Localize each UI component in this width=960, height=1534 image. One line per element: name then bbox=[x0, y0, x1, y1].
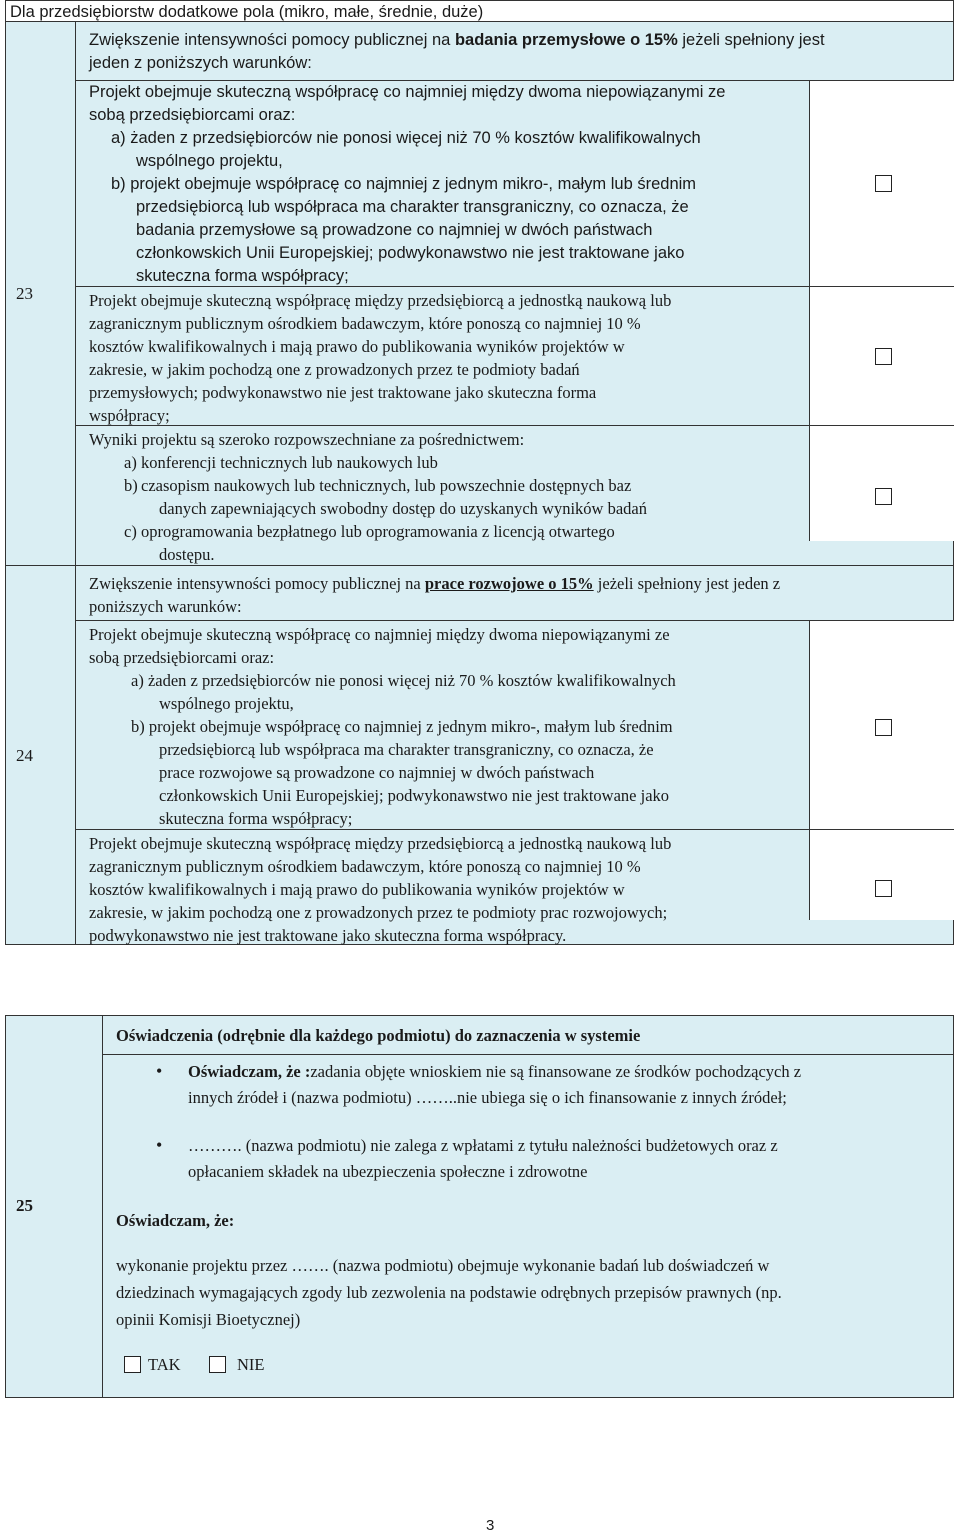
divider bbox=[103, 1054, 953, 1055]
bullet-dot: • bbox=[156, 1135, 163, 1155]
checkbox-23-2[interactable] bbox=[875, 348, 892, 365]
row-number-cell-23 bbox=[5, 21, 76, 566]
nie-label: NIE bbox=[237, 1355, 265, 1374]
checkbox-cell bbox=[809, 426, 954, 541]
declaration-heading: Oświadczam, że: bbox=[116, 1211, 235, 1230]
row23-condition-2: Projekt obejmuje skuteczną współpracę między przedsiębiorcą a jednostką naukową lub zagranicznym publicznym ośrodkiem badawczym, które ponoszą co najmniej 10 % kosztów kwalifikowalnych i mają prawo do publikowania wyników projektów w zakresie, w jakim pochodzą one z prowadzonych przez te podmioty badań przemysłowych; podwykonawstwo nie jest traktowane jako skuteczna forma współpracy; bbox=[75, 286, 954, 426]
checkbox-cell bbox=[809, 830, 954, 920]
checkbox-cell bbox=[809, 81, 954, 286]
row-number: 23 bbox=[16, 284, 33, 303]
declaration-3: wykonanie projektu przez ……. (nazwa podmiotu) obejmuje wykonanie badań lub doświadczeń w dziedzinach wymagających zgody lub zezwolenia na podstawie odrębnych przepisów prawnych (np. opinii Komisji Bioetycznej) bbox=[116, 1256, 782, 1329]
checkbox-cell bbox=[809, 621, 954, 829]
row23-condition-1: Projekt obejmuje skuteczną współpracę co najmniej między dwoma niepowiązanymi ze sobą przedsiębiorcami oraz: a) żaden z przedsiębiorców nie ponosi więcej niż 70 % kosztów kwalifikowalnych wspólnego projektu, b) projekt obejmuje współpracę co najmniej z jednym mikro-, małym lub średnim przedsiębiorcą lub współpraca ma charakter transgraniczny, co oznacza, że badania przemysłowe są prowadzone co najmniej w dwóch państwach członkowskich Unii Europejskiej; podwykonawstwo nie jest traktowane jako skuteczna forma współpracy; bbox=[75, 80, 954, 287]
table-header: Dla przedsiębiorstw dodatkowe pola (mikro, małe, średnie, duże) bbox=[5, 0, 954, 22]
row24-condition-1: Projekt obejmuje skuteczną współpracę co najmniej między dwoma niepowiązanymi ze sobą przedsiębiorcami oraz: a) żaden z przedsiębiorców nie ponosi więcej niż 70 % kosztów kwalifikowalnych wspólnego projektu, b) projekt obejmuje współpracę co najmniej z jednym mikro-, małym lub średnim przedsiębiorcą lub współpraca ma charakter transgraniczny, co oznacza, że prace rozwojowe są prowadzone co najmniej w dwóch państwach członkowskich Unii Europejskiej; podwykonawstwo nie jest traktowane jako skuteczna forma współpracy; bbox=[75, 620, 954, 830]
declaration-1: Oświadczam, że :zadania objęte wnioskiem nie są finansowane ze środków pochodzących z innych źródeł i (nazwa podmiotu) ……..nie ubiega się o ich finansowanie z innych źródeł; bbox=[188, 1062, 802, 1107]
checkbox-tak[interactable] bbox=[124, 1356, 141, 1373]
row24-condition-2: Projekt obejmuje skuteczną współpracę między przedsiębiorcą a jednostką naukową lub zagranicznym publicznym ośrodkiem badawczym, które ponoszą co najmniej 10 % kosztów kwalifikowalnych i mają prawo do publikowania wyników projektów w zakresie, w jakim pochodzą one z prowadzonych przez te podmioty prac rozwojowych; podwykonawstwo nie jest traktowane jako skuteczna forma współpracy. bbox=[75, 829, 954, 945]
checkbox-24-2[interactable] bbox=[875, 880, 892, 897]
intro-emphasis: badania przemysłowe o 15% bbox=[454, 31, 678, 49]
tak-label: TAK bbox=[148, 1355, 181, 1374]
row-number: 25 bbox=[16, 1196, 33, 1215]
row23-condition-3: Wyniki projektu są szeroko rozpowszechniane za pośrednictwem: a) konferencji technicznych lub naukowych lub b) czasopism naukowych lub technicznych, lub powszechnie dostępnych baz danych zapewniających swobodny dostęp do uzyskanych wyników badań c) oprogramowania bezpłatnego lub oprogramowania z licencją otwartego dostępu. bbox=[75, 425, 954, 566]
row-number: 24 bbox=[16, 746, 33, 765]
checkbox-23-3[interactable] bbox=[875, 488, 892, 505]
checkbox-nie[interactable] bbox=[209, 1356, 226, 1373]
intro-emphasis: prace rozwojowe o 15% bbox=[424, 574, 594, 593]
checkbox-cell bbox=[809, 287, 954, 425]
row24-intro: Zwiększenie intensywności pomocy publicznej na prace rozwojowe o 15% jeżeli spełniony jest jeden z poniższych warunków: bbox=[75, 565, 954, 621]
declarations-title: Oświadczenia (odrębnie dla każdego podmiotu) do zaznaczenia w systemie bbox=[116, 1026, 641, 1045]
row-number-cell-25 bbox=[6, 1016, 103, 1397]
bullet-dot: • bbox=[156, 1061, 163, 1081]
declaration-2: ………. (nazwa podmiotu) nie zalega z wpłatami z tytułu należności budżetowych oraz z opłacaniem składek na ubezpieczenia społeczne i zdrowotne bbox=[188, 1136, 778, 1181]
checkbox-24-1[interactable] bbox=[875, 719, 892, 736]
checkbox-23-1[interactable] bbox=[875, 175, 892, 192]
declarations-table bbox=[5, 1015, 954, 1398]
additional-fields-table bbox=[5, 0, 954, 945]
row23-intro: Zwiększenie intensywności pomocy publicznej na badania przemysłowe o 15% jeżeli spełniony jest jeden z poniższych warunków: bbox=[75, 21, 954, 81]
row-number-cell-24 bbox=[5, 565, 76, 945]
page-number: 3 bbox=[486, 1517, 495, 1534]
